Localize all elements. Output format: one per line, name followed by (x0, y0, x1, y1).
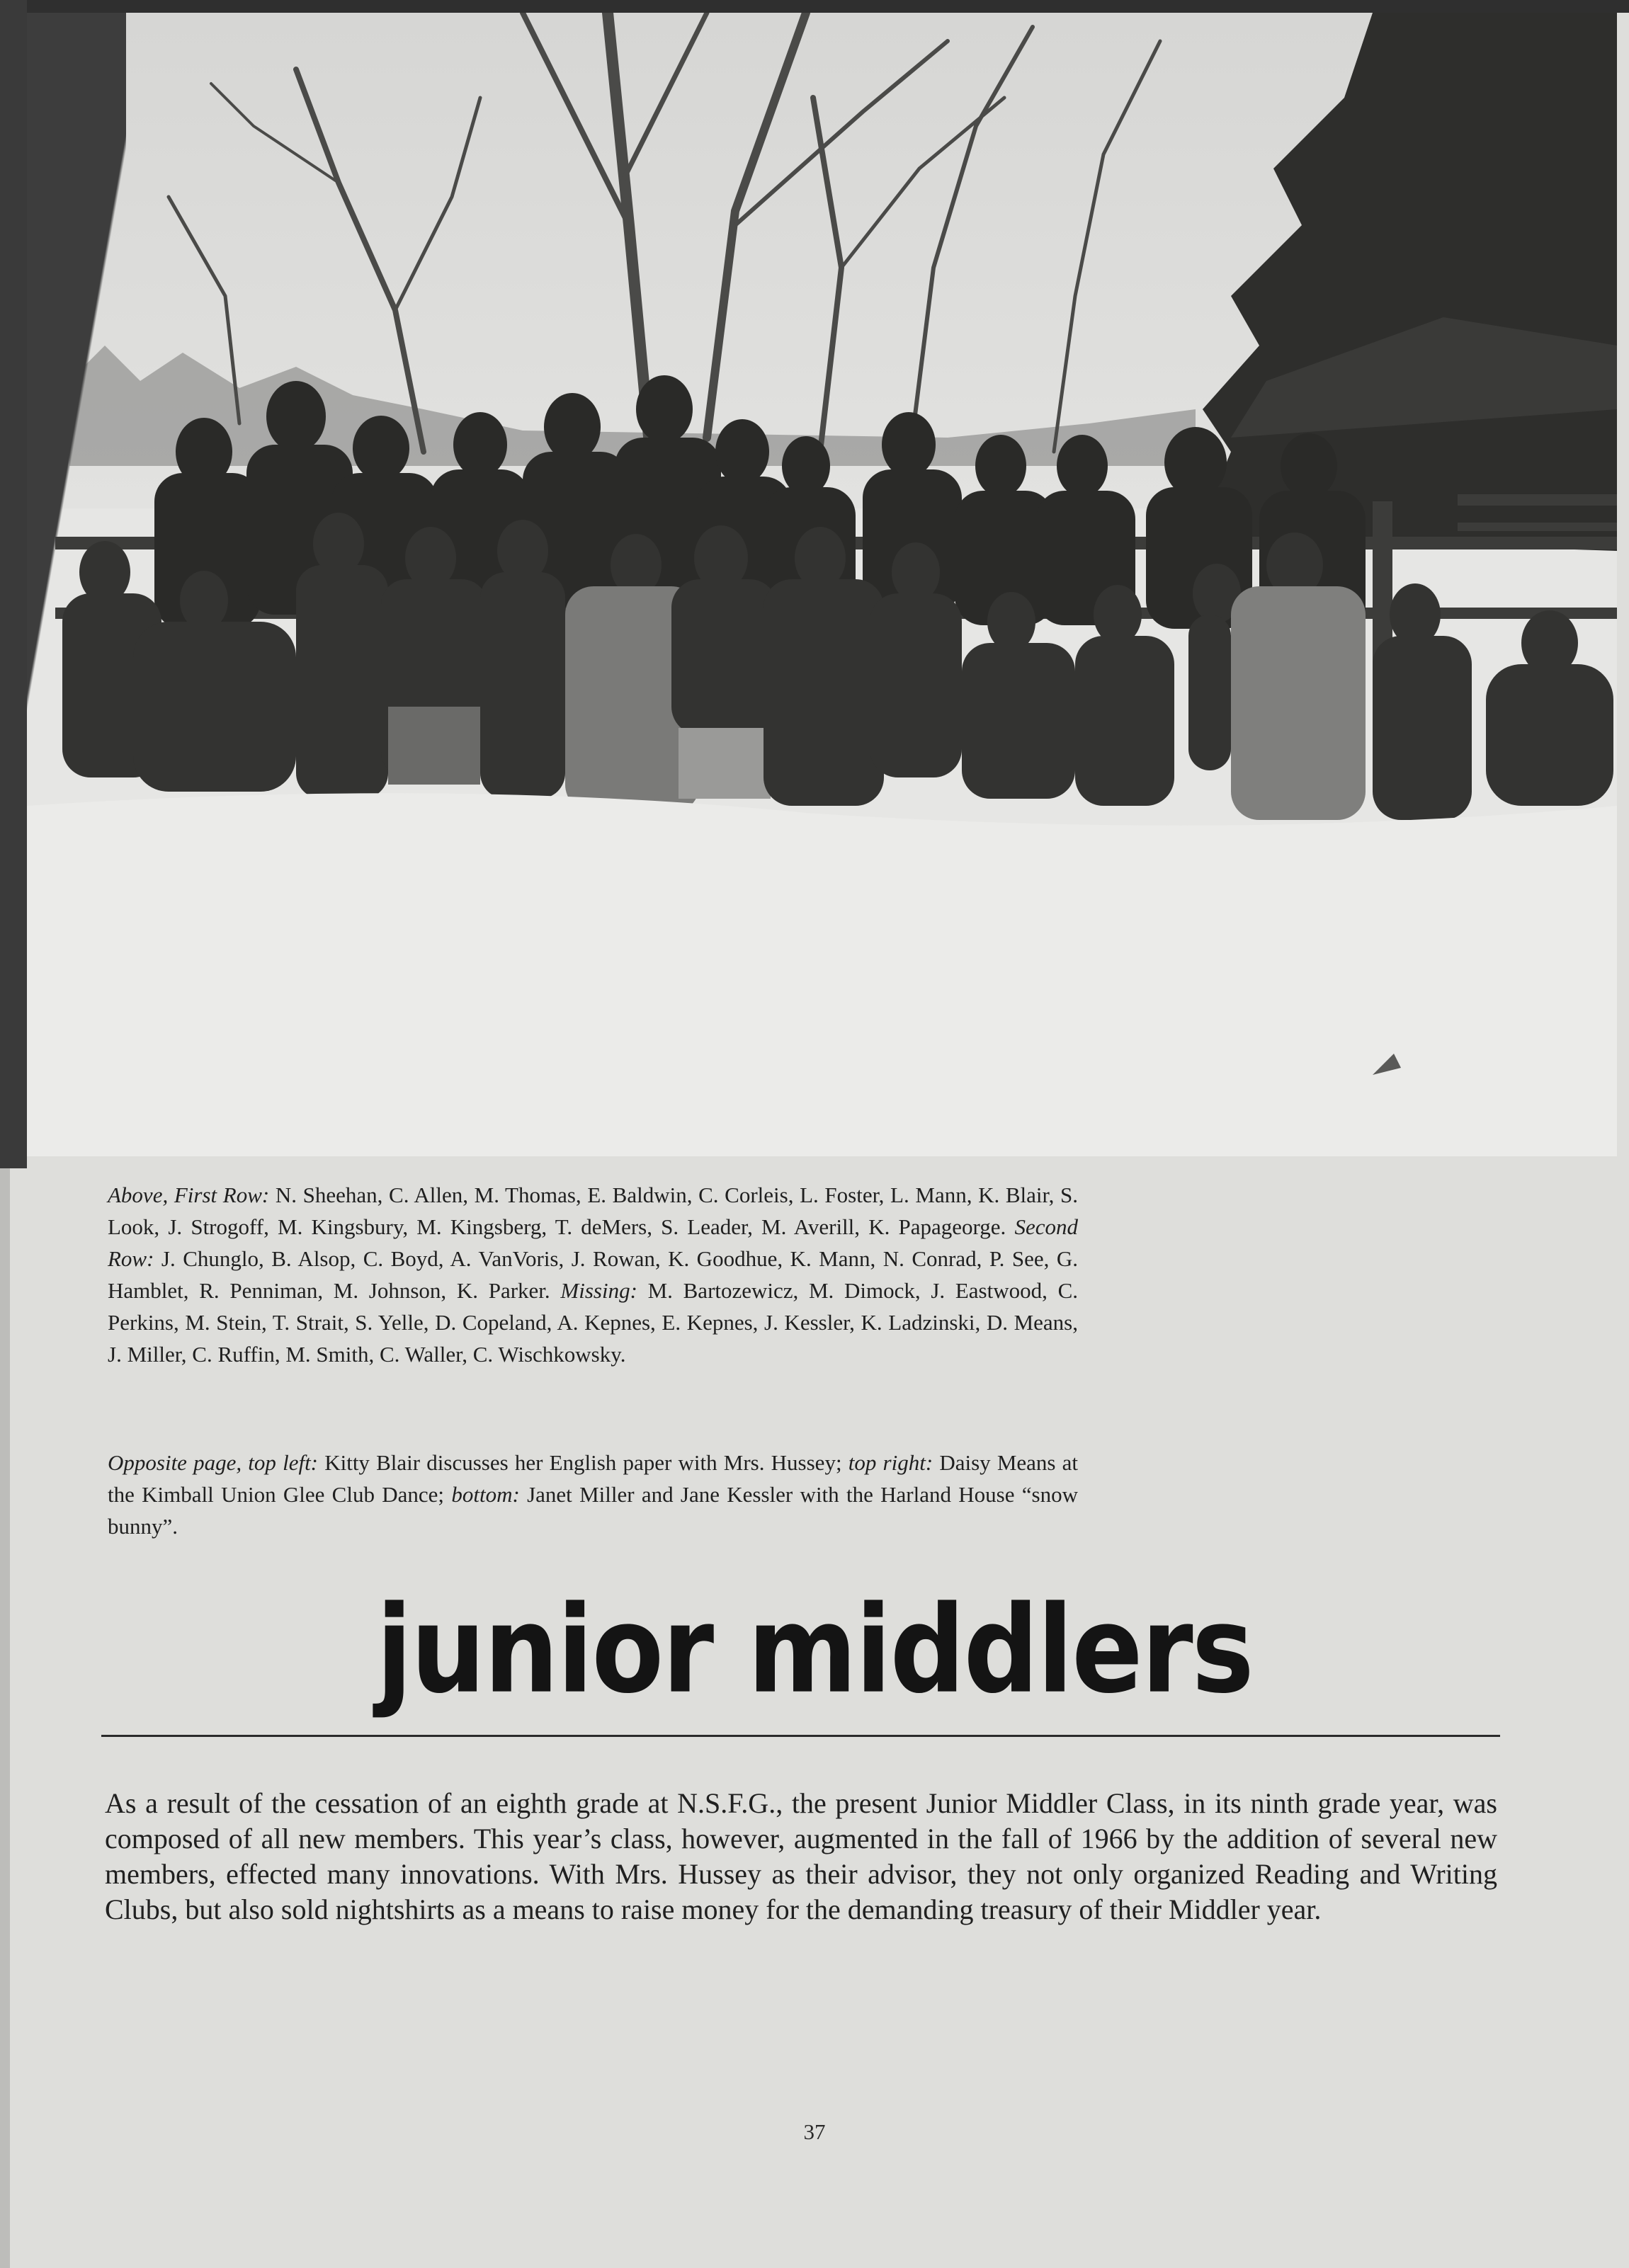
first-row-names: N. Sheehan, C. Allen, M. Thomas, E. Baldwin, C. Corleis, L. Foster, L. Mann, K. Blair, S. Look, J. Strogoff, M. Kingsbury, M. Kingsberg, T. deMers, S. Leader, M. Averill, K. Papageorge. (108, 1183, 1079, 1239)
group-photo-snow (27, 13, 1617, 1156)
missing-label: Missing: (560, 1278, 637, 1303)
missing-names: M. Bartozewicz, M. Dimock, J. Eastwood, C. Perkins, M. Stein, T. Strait, S. Yelle, D. Copeland, A. Kepnes, E. Kepnes, J. Kessler, K. Ladzinski, D. Means, J. Miller, C. Ruffin, M. Smith, C. Waller, C. Wischkowsky. (108, 1278, 1079, 1367)
section-title: junior middlers (376, 1580, 1253, 1720)
class-description-paragraph: As a result of the cessation of an eighth grade at N.S.F.G., the present Junior Middler Class, in its ninth grade year, was composed of all new members. This year’s class, however, augmented in the fall of 1966 by the addition of several new members, effected many innovations. With Mrs. Hussey as their advisor, they not only organized Reading and Writing Clubs, but also sold nightshirts as a means to raise money for the demanding treasury of their Middler year. (105, 1787, 1497, 1925)
second-row-label: Second Row: (108, 1214, 1078, 1271)
group-photo-caption (108, 1179, 1078, 1370)
opposite-top-left-text: Kitty Blair discusses her English paper with Mrs. Hussey; (324, 1450, 842, 1475)
first-row-label: Above, First Row: (108, 1183, 270, 1207)
opposite-bottom-label: bottom: (451, 1482, 520, 1507)
opposite-bottom-text: Janet Miller and Jane Kessler with the Harland House “snow bunny”. (108, 1482, 1078, 1539)
title-divider (101, 1735, 1500, 1737)
scan-border-left (0, 0, 27, 1168)
opposite-top-left-label: Opposite page, top left: (108, 1450, 319, 1475)
page-number: 37 (803, 2119, 826, 2144)
photo-fold-shadow (27, 13, 126, 1156)
second-row-names: J. Chunglo, B. Alsop, C. Boyd, A. VanVoris, J. Rowan, K. Goodhue, K. Mann, N. Conrad, P. See, G. Hamblet, R. Penniman, M. Johnson, K. Parker. (108, 1246, 1079, 1303)
group-photo-illustration (27, 13, 1617, 1156)
opposite-top-right-label: top right: (848, 1450, 933, 1475)
opposite-page-caption (108, 1447, 1078, 1542)
opposite-top-right-text: Daisy Means at the Kimball Union Glee Club Dance; (108, 1450, 1079, 1507)
scan-border-top (0, 0, 1629, 13)
